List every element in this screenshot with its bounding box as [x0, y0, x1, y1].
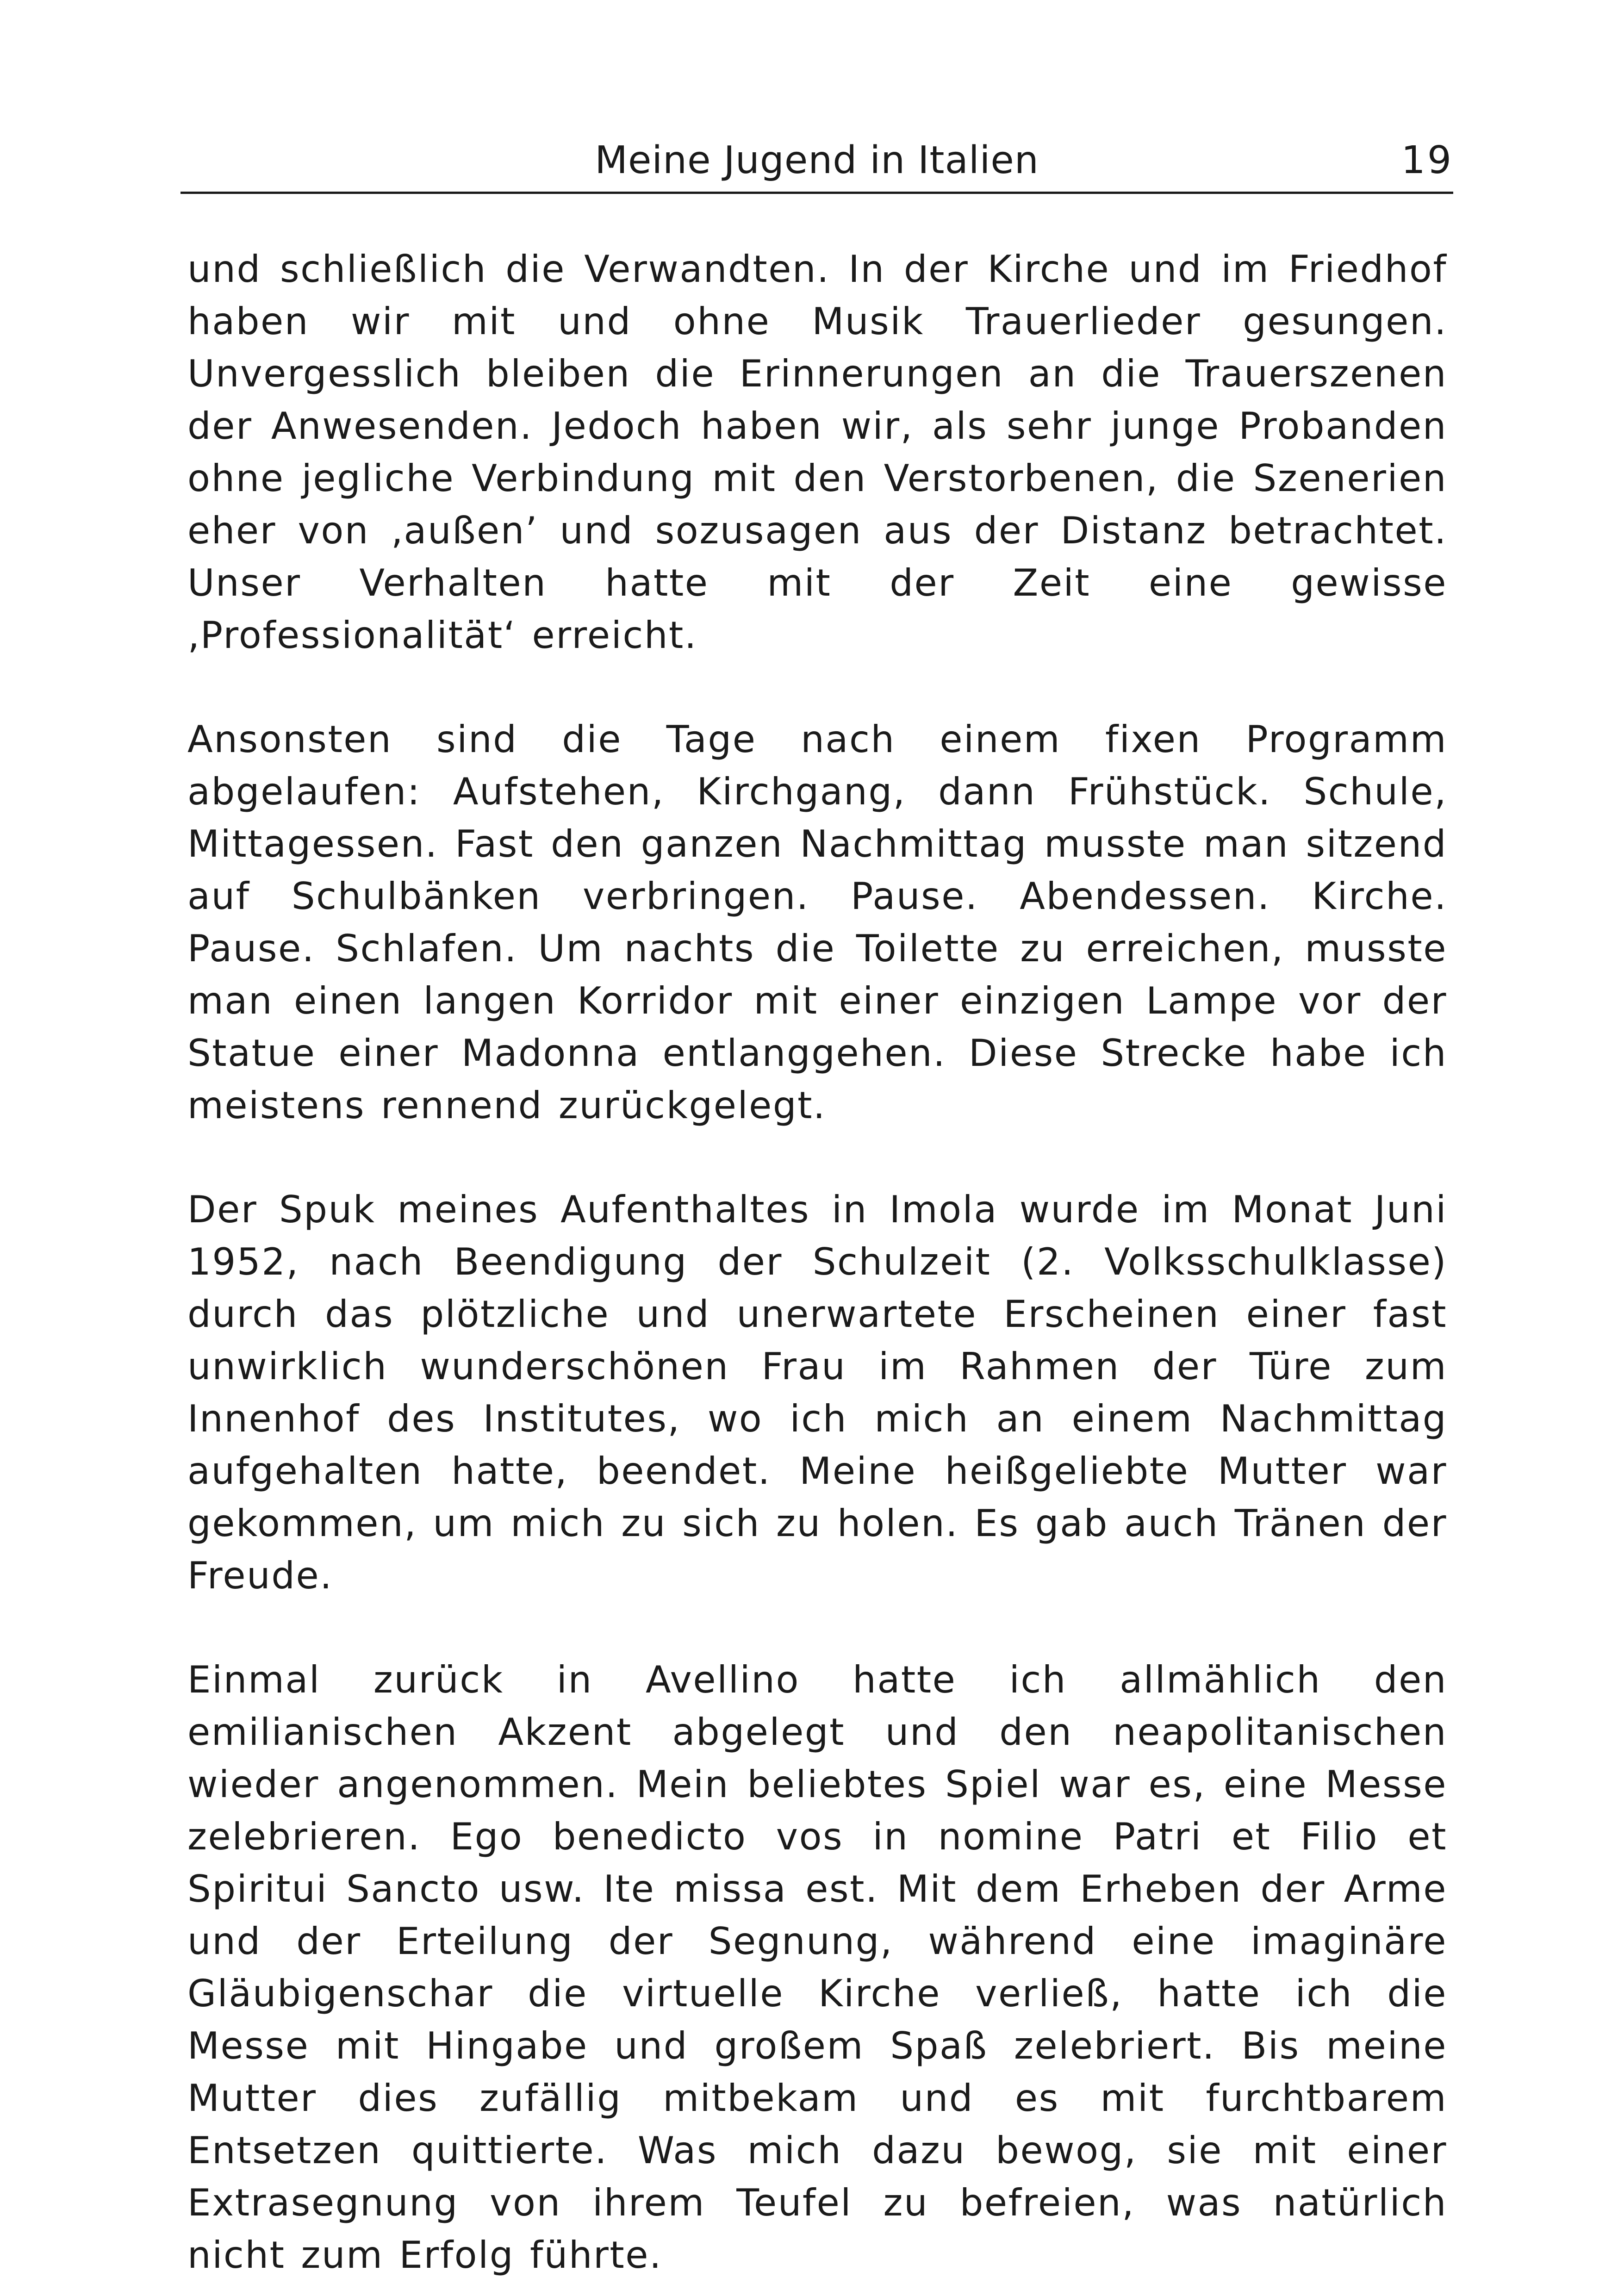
page-number: 19	[1401, 138, 1453, 182]
running-header	[180, 131, 1453, 191]
paragraph-3: Der Spuk meines Aufenthaltes in Imola wurde im Monat Juni 1952, nach Beendigung der Schulzeit (2. Volksschulklasse) durch das plötzliche und unerwartete Erscheinen einer fast unwirklich wunderschönen Frau im Rahmen der Türe zum Innenhof des Institutes, wo ich mich an einem Nachmittag aufgehalten hatte, beendet. Meine heißgeliebte Mutter war gekommen, um mich zu sich zu holen. Es gab auch Tränen der Freude.	[187, 1188, 1447, 1597]
paragraph-2: Ansonsten sind die Tage nach einem fixen Programm abgelaufen: Aufstehen, Kirchgang, dann Frühstück. Schule, Mittagessen. Fast den ganzen Nachmittag musste man sitzend auf Schulbänken verbringen. Pause. Abendessen. Kirche. Pause. Schlafen. Um nachts die Toilette zu erreichen, musste man einen langen Korridor mit einer einzigen Lampe vor der Statue einer Madonna entlanggehen. Diese Strecke habe ich meistens rennend zurückgelegt.	[187, 718, 1447, 1127]
header-rule	[180, 192, 1453, 194]
body-text	[187, 243, 1447, 2281]
paragraph-1: und schließlich die Verwandten. In der Kirche und im Friedhof haben wir mit und ohne Musik Trauerlieder gesungen. Unvergesslich bleiben die Erinnerungen an die Trauerszenen der Anwesenden. Jedoch haben wir, als sehr junge Probanden ohne jegliche Verbindung mit den Verstorbenen, die Szenerien eher von ‚außen’ und sozusagen aus der Distanz betrachtet. Unser Verhalten hatte mit der Zeit eine gewisse ‚Professionalität‘ erreicht.	[187, 248, 1447, 657]
running-title: Meine Jugend in Italien	[595, 138, 1039, 182]
paragraph-4: Einmal zurück in Avellino hatte ich allmählich den emilianischen Akzent abgelegt und den neapolitanischen wieder angenommen. Mein beliebtes Spiel war es, eine Messe zelebrieren. Ego benedicto vos in nomine Patri et Filio et Spiritui Sancto usw. Ite missa est. Mit dem Erheben der Arme und der Erteilung der Segnung, während eine imaginäre Gläubigenschar die virtuelle Kirche verließ, hatte ich die Messe mit Hingabe und großem Spaß zelebriert. Bis meine Mutter dies zufällig mitbekam und es mit furchtbarem Entsetzen quittierte. Was mich dazu bewog, sie mit einer Extrasegnung von ihrem Teufel zu befreien, was natürlich nicht zum Erfolg führte.	[187, 1658, 1447, 2277]
